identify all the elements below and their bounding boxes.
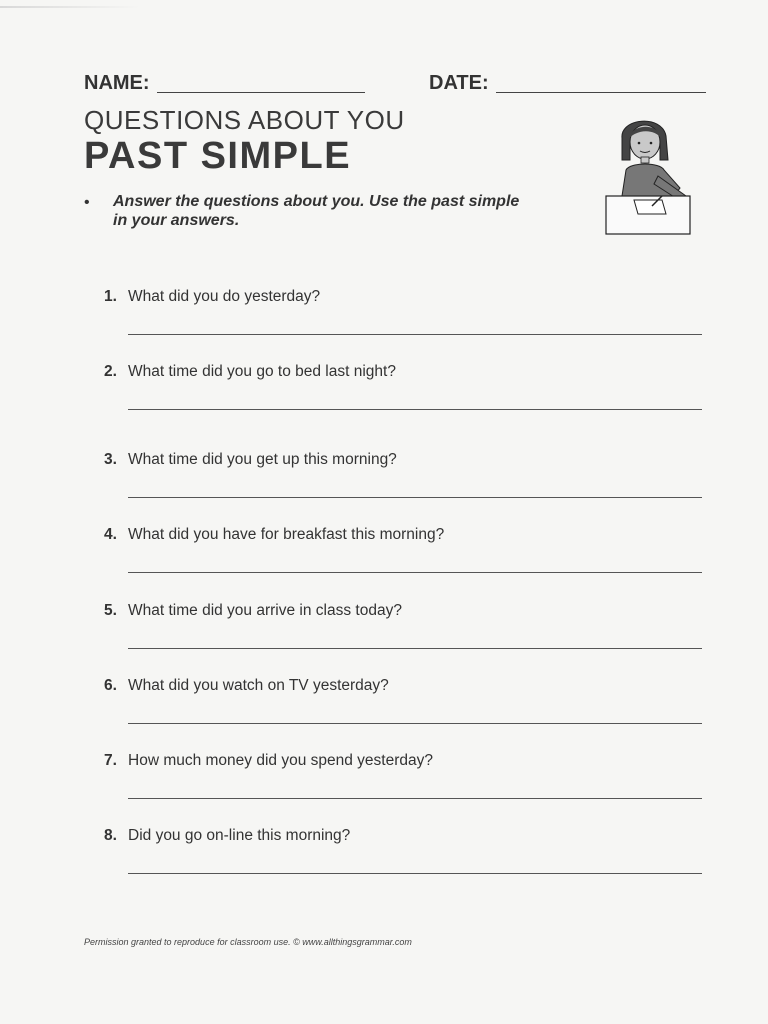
question-number: 2. (104, 363, 117, 380)
worksheet-title: PAST SIMPLE (84, 135, 352, 177)
question-item (104, 827, 708, 887)
date-field[interactable] (496, 92, 706, 93)
date-label: DATE: (429, 72, 489, 94)
copyright-footer: Permission granted to reproduce for classroom use. © www.allthingsgrammar.com (84, 937, 412, 947)
answer-line[interactable] (128, 723, 702, 724)
question-text: What did you do yesterday? (128, 288, 321, 305)
question-number: 3. (104, 451, 117, 468)
answer-line[interactable] (128, 873, 702, 874)
bullet-icon: • (84, 194, 90, 211)
question-item (104, 288, 708, 348)
question-text: What time did you get up this morning? (128, 451, 397, 468)
question-text: Did you go on-line this morning? (128, 827, 351, 844)
question-item (104, 602, 708, 662)
answer-line[interactable] (128, 497, 702, 498)
answer-line[interactable] (128, 409, 702, 410)
question-item (104, 752, 708, 812)
question-item (104, 363, 708, 423)
question-number: 4. (104, 526, 117, 543)
question-number: 6. (104, 677, 117, 694)
question-item (104, 526, 708, 586)
answer-line[interactable] (128, 648, 702, 649)
worksheet-subtitle: QUESTIONS ABOUT YOU (84, 105, 405, 135)
student-writing-illustration (600, 110, 696, 240)
question-item (104, 677, 708, 737)
question-text: How much money did you spend yesterday? (128, 752, 433, 769)
question-text: What time did you arrive in class today? (128, 602, 402, 619)
question-number: 7. (104, 752, 117, 769)
answer-line[interactable] (128, 798, 702, 799)
answer-line[interactable] (128, 334, 702, 335)
question-item (104, 451, 708, 511)
header-row (84, 72, 708, 98)
name-field[interactable] (157, 92, 365, 93)
scan-artifact (0, 6, 140, 8)
question-number: 8. (104, 827, 117, 844)
question-number: 5. (104, 602, 117, 619)
question-text: What did you have for breakfast this morning? (128, 526, 445, 543)
question-text: What time did you go to bed last night? (128, 363, 396, 380)
instruction-text: Answer the questions about you. Use the past simple in your answers. (113, 193, 520, 229)
answer-line[interactable] (128, 572, 702, 573)
name-label: NAME: (84, 72, 150, 94)
question-text: What did you watch on TV yesterday? (128, 677, 389, 694)
question-number: 1. (104, 288, 117, 305)
